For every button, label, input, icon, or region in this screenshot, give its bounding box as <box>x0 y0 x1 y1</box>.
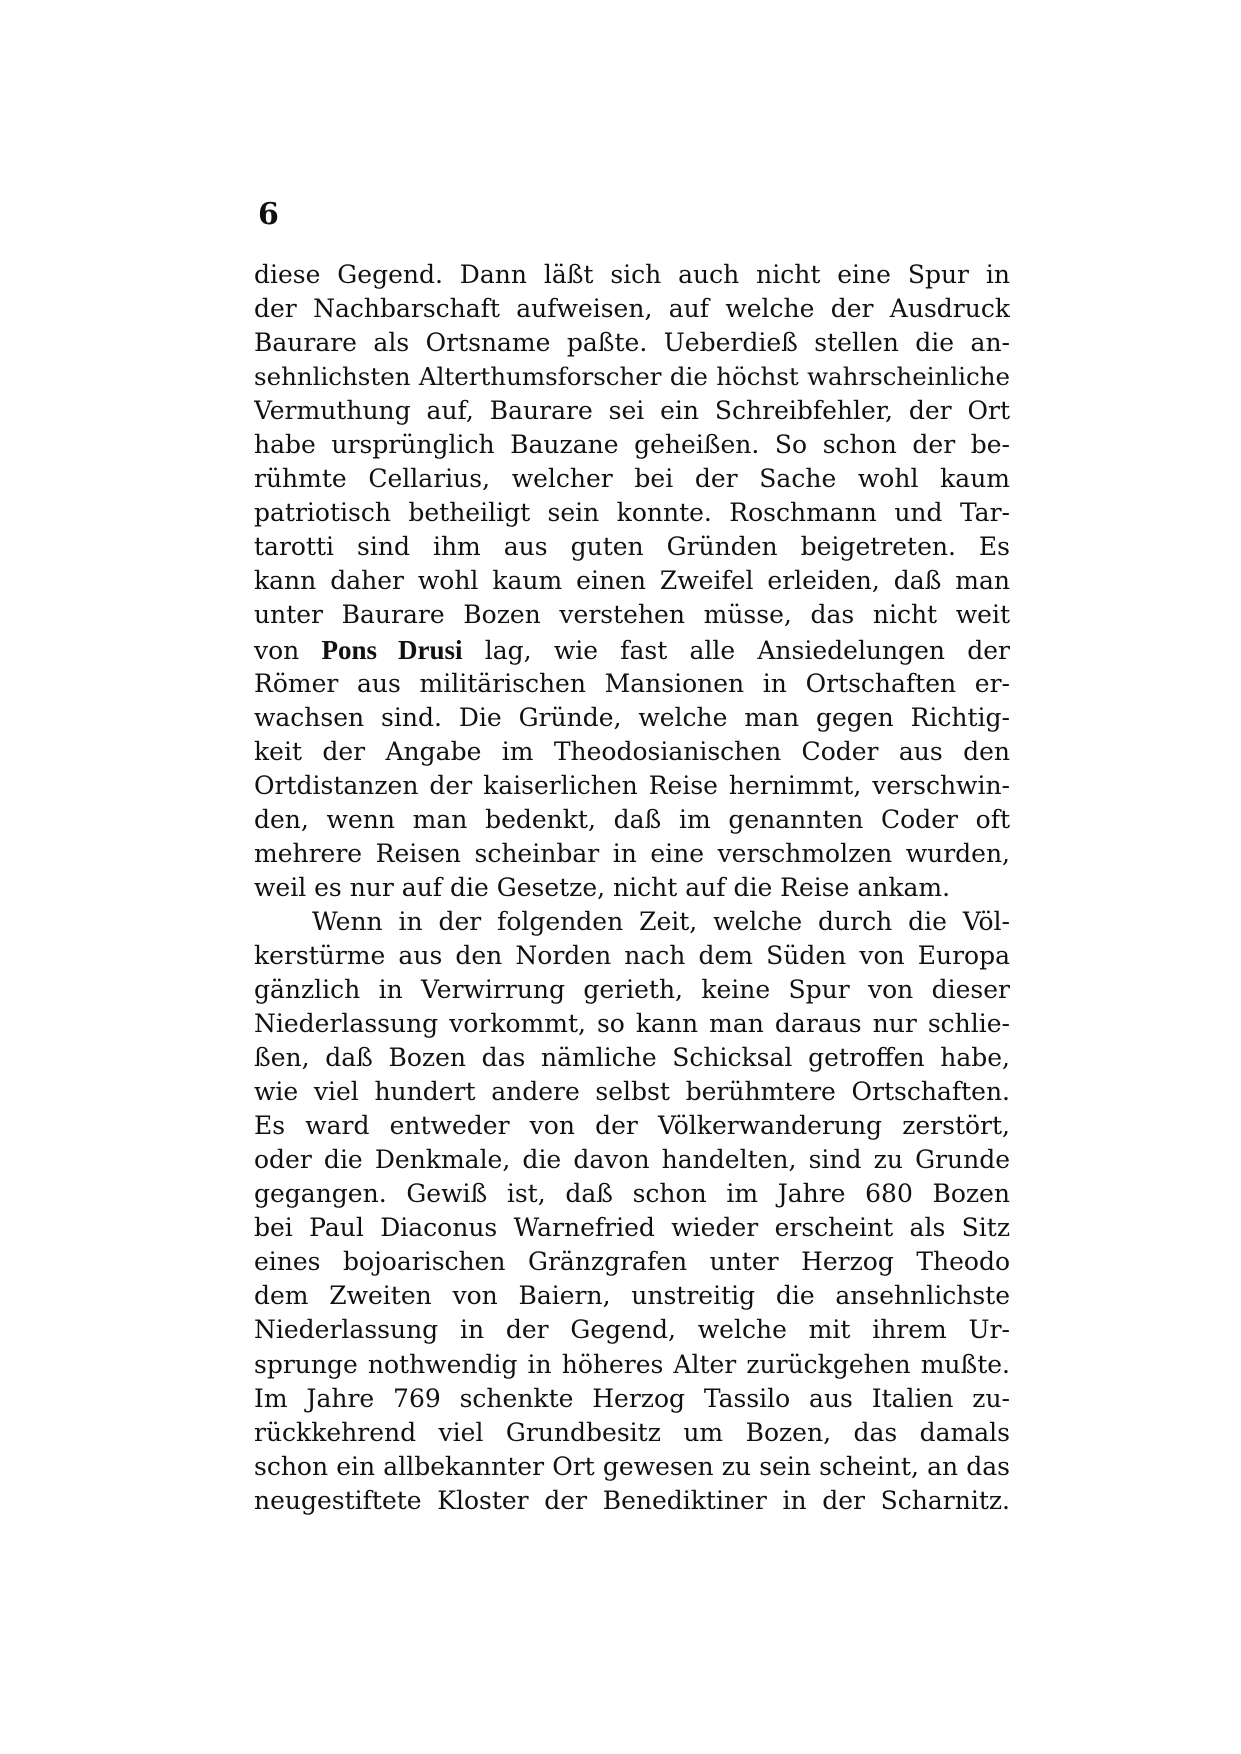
text-line <box>254 701 1010 735</box>
text-segment: kerstürme aus den Norden nach dem Süden von Europa <box>254 940 1010 970</box>
text-line <box>254 530 1010 564</box>
text-line <box>254 1177 1010 1211</box>
text-line <box>254 1245 1010 1279</box>
text-segment: der Nachbarschaft aufweisen, auf welche der Ausdruck <box>254 294 1010 324</box>
text-line <box>254 1109 1010 1143</box>
text-line <box>254 939 1010 973</box>
text-segment: Römer aus militärischen Mansionen in Ortschaften er- <box>254 668 1010 698</box>
text-line <box>254 667 1010 701</box>
text-line <box>254 326 1010 360</box>
text-line <box>254 1041 1010 1075</box>
text-line <box>254 1075 1010 1109</box>
page-number: 6 <box>258 197 279 232</box>
text-line <box>254 905 1010 939</box>
text-segment: neugestiftete Kloster der Benediktiner in der Scharnitz. <box>254 1485 1010 1515</box>
text-line <box>254 1348 1010 1382</box>
text-line <box>254 1313 1010 1347</box>
text-segment: sprunge nothwendig in höheres Alter zurückgehen mußte. <box>254 1349 1010 1379</box>
text-line <box>254 1382 1010 1416</box>
text-line <box>254 1416 1010 1450</box>
text-segment: von <box>254 635 322 665</box>
text-line <box>254 735 1010 769</box>
text-segment: kann daher wohl kaum einen Zweifel erleiden, daß man <box>254 566 1010 596</box>
text-segment: gänzlich in Verwirrung gerieth, keine Spur von dieser <box>254 974 1010 1004</box>
text-segment: Baurare als Ortsname paßte. Ueberdieß stellen die an- <box>254 328 1010 358</box>
text-line <box>254 973 1010 1007</box>
text-segment: Ortdistanzen der kaiserlichen Reise hernimmt, verschwin- <box>254 770 1010 800</box>
text-line <box>254 496 1010 530</box>
text-line <box>254 1143 1010 1177</box>
text-line <box>254 837 1010 871</box>
text-line <box>254 1484 1010 1518</box>
text-segment: wachsen sind. Die Gründe, welche man gegen Richtig- <box>254 702 1010 732</box>
text-segment: eines bojoarischen Gränzgrafen unter Herzog Theodo <box>254 1247 1010 1277</box>
text-line <box>254 803 1010 837</box>
text-line <box>254 394 1010 428</box>
text-line <box>254 258 1010 292</box>
text-segment: Wenn in der folgenden Zeit, welche durch die Völ- <box>312 906 1010 936</box>
text-segment: dem Zweiten von Baiern, unstreitig die ansehnlichste <box>254 1281 1010 1311</box>
text-segment: habe ursprünglich Bauzane geheißen. So schon der be- <box>254 430 1010 460</box>
text-segment: oder die Denkmale, die davon handelten, sind zu Grunde <box>254 1145 1010 1175</box>
text-segment: Es ward entweder von der Völkerwanderung zerstört, <box>254 1111 1010 1141</box>
text-line <box>254 769 1010 803</box>
text-segment: diese Gegend. Dann läßt sich auch nicht eine Spur in <box>254 260 1010 289</box>
text-line <box>254 1211 1010 1245</box>
text-segment: bei Paul Diaconus Warnefried wieder erscheint als Sitz <box>254 1213 1010 1243</box>
text-line <box>254 1450 1010 1484</box>
text-segment: Niederlassung vorkommt, so kann man daraus nur schlie- <box>254 1009 1010 1039</box>
text-segment: rühmte Cellarius, welcher bei der Sache wohl kaum <box>254 464 1010 494</box>
text-line <box>254 598 1010 632</box>
text-segment: weil es nur auf die Gesetze, nicht auf die Reise ankam. <box>254 872 951 902</box>
text-segment: unter Baurare Bozen verstehen müsse, das nicht weit <box>254 600 1010 630</box>
text-line <box>254 564 1010 598</box>
text-segment: sehnlichsten Alterthumsforscher die höchst wahrscheinliche <box>254 362 1010 392</box>
text-segment: mehrere Reisen scheinbar in eine verschmolzen wurden, <box>254 838 1010 868</box>
text-line <box>254 360 1010 394</box>
text-segment: tarotti sind ihm aus guten Gründen beigetreten. Es <box>254 532 1010 562</box>
text-line <box>254 428 1010 462</box>
text-segment: rückkehrend viel Grundbesitz um Bozen, das damals <box>254 1417 1010 1447</box>
text-segment: ßen, daß Bozen das nämliche Schicksal getroffen habe, <box>254 1043 1010 1073</box>
text-segment: Niederlassung in der Gegend, welche mit ihrem Ur- <box>254 1315 1010 1345</box>
text-line <box>254 633 1010 667</box>
body-text <box>254 258 1010 1518</box>
text-segment: lag, wie fast alle Ansiedelungen der <box>462 635 1010 665</box>
text-segment: keit der Angabe im Theodosianischen Coder aus den <box>254 736 1010 766</box>
text-line <box>254 292 1010 326</box>
text-segment: patriotisch betheiligt sein konnte. Roschmann und Tar- <box>254 498 1010 528</box>
text-segment: gegangen. Gewiß ist, daß schon im Jahre 680 Bozen <box>254 1179 1010 1209</box>
text-line <box>254 462 1010 496</box>
text-segment: schon ein allbekannter Ort gewesen zu sein scheint, an das <box>254 1451 1010 1481</box>
latin-place-name: Pons Drusi <box>321 634 463 665</box>
text-segment: Vermuthung auf, Baurare sei ein Schreibfehler, der Ort <box>254 396 1010 426</box>
text-line <box>254 1279 1010 1313</box>
text-line <box>254 1007 1010 1041</box>
text-segment: den, wenn man bedenkt, daß im genannten Coder oft <box>254 804 1010 834</box>
text-segment: wie viel hundert andere selbst berühmtere Ortschaften. <box>254 1077 1010 1107</box>
text-line <box>254 871 1010 905</box>
text-segment: Im Jahre 769 schenkte Herzog Tassilo aus Italien zu- <box>254 1383 1010 1413</box>
